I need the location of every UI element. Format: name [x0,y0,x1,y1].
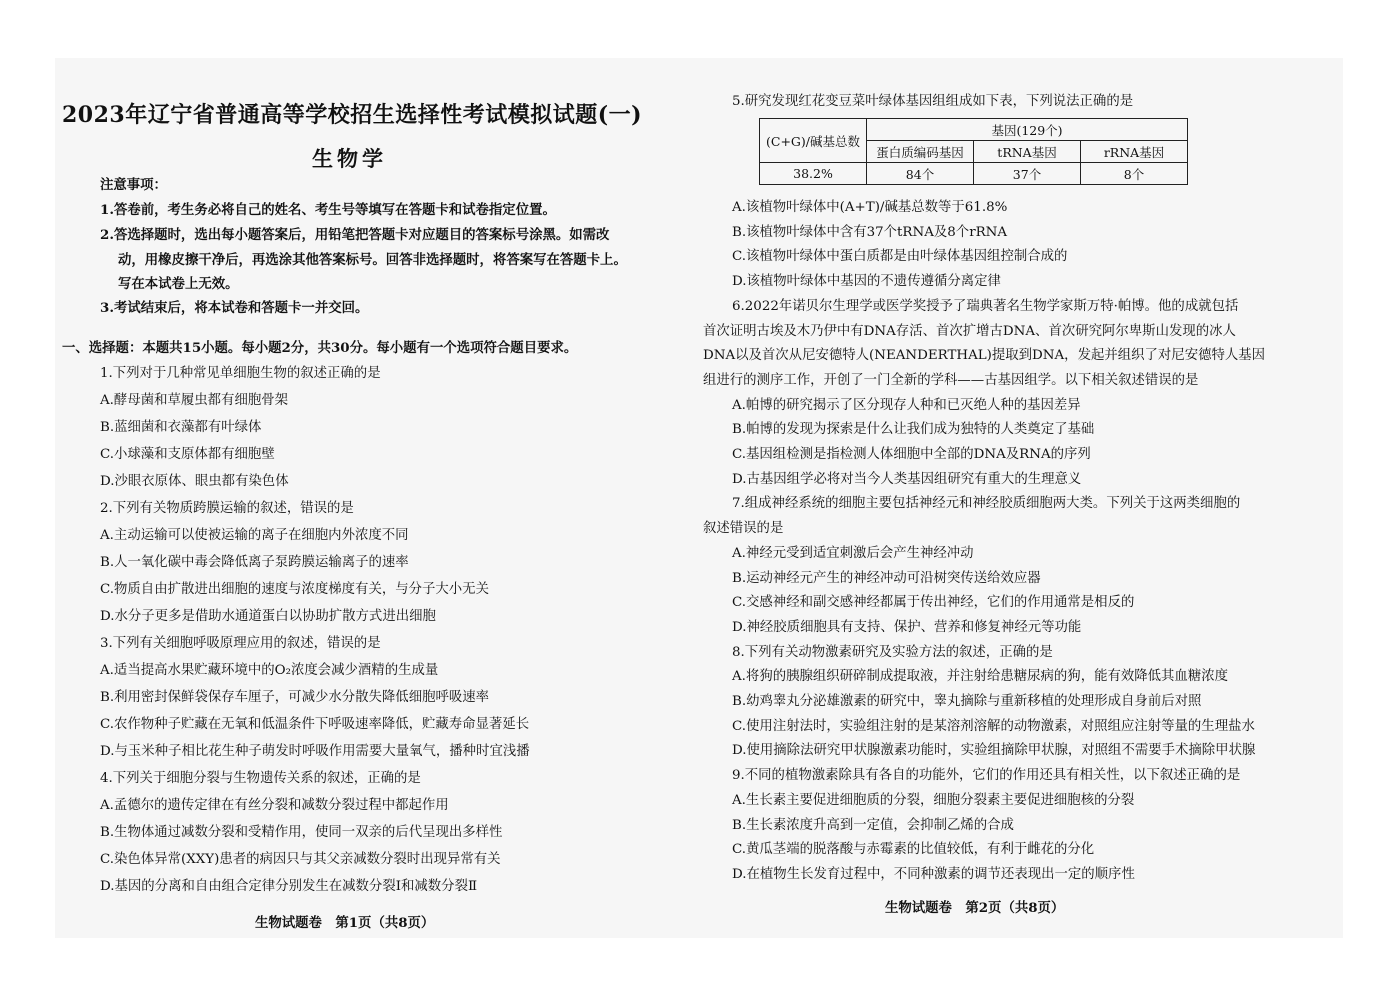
table-header-genes: 基因(129个) [867,119,1188,141]
right-text-line: B.帕博的发现为探索是什么让我们成为独特的人类奠定了基础 [732,422,1095,437]
left-text-line: 注意事项： [100,177,167,193]
table-cell-trna-genes: 37个 [974,163,1081,185]
right-text-line: B.运动神经元产生的神经冲动可沿树突传送给效应器 [732,571,1041,586]
right-text-line: C.基因组检测是指检测人体细胞中全部的DNA及RNA的序列 [732,447,1091,462]
question-5-stem: 5.研究发现红花变豆菜叶绿体基因组组成如下表，下列说法正确的是 [732,94,1134,109]
left-text-line: C.农作物种子贮藏在无氧和低温条件下呼吸速率降低，贮藏寿命显著延长 [100,717,530,732]
right-text-line: 7.组成神经系统的细胞主要包括神经元和神经胶质细胞两大类。下列关于这两类细胞的 [732,496,1241,511]
right-text-line: 6.2022年诺贝尔生理学或医学奖授予了瑞典著名生物学家斯万特·帕博。他的成就包括 [732,299,1239,314]
exam-title: 2023年辽宁省普通高等学校招生选择性考试模拟试题(一) [62,102,643,128]
right-text-line: C.该植物叶绿体中蛋白质都是由叶绿体基因组控制合成的 [732,249,1068,264]
left-text-line: 2.答选择题时，选出每小题答案后，用铅笔把答题卡对应题目的答案标号涂黑。如需改 [100,227,610,243]
right-text-line: B.幼鸡睾丸分泌雄激素的研究中，睾丸摘除与重新移植的处理形成自身前后对照 [732,694,1202,709]
table-cell-gc-ratio: 38.2% [760,163,867,185]
right-text-line: A.神经元受到适宜刺激后会产生神经冲动 [732,546,974,561]
left-text-line: B.利用密封保鲜袋保存车厘子，可减少水分散失降低细胞呼吸速率 [100,690,490,705]
right-text-line: DNA以及首次从尼安德特人(NEANDERTHAL)提取到DNA，发起并组织了对尼安德特人基因 [703,348,1266,363]
left-text-line: B.蓝细菌和衣藻都有叶绿体 [100,420,262,435]
table-header-rrna-genes: rRNA基因 [1081,141,1188,163]
left-text-line: 4.下列关于细胞分裂与生物遗传关系的叙述，正确的是 [100,771,421,786]
right-text-line: A.生长素主要促进细胞质的分裂，细胞分裂素主要促进细胞核的分裂 [732,793,1135,808]
right-text-line: 9.不同的植物激素除具有各自的功能外，它们的作用还具有相关性，以下叙述正确的是 [732,768,1241,783]
left-text-line: C.物质自由扩散进出细胞的速度与浓度梯度有关，与分子大小无关 [100,582,489,597]
right-text-line: A.该植物叶绿体中(A+T)/碱基总数等于61.8% [732,200,1008,215]
right-text-line: B.生长素浓度升高到一定值，会抑制乙烯的合成 [732,818,1014,833]
right-text-line: 8.下列有关动物激素研究及实验方法的叙述，正确的是 [732,645,1053,660]
right-text-line: D.该植物叶绿体中基因的不遗传遵循分离定律 [732,274,1001,289]
table-header-protein-genes: 蛋白质编码基因 [867,141,974,163]
left-text-line: 写在本试卷上无效。 [118,276,239,292]
right-text-line: 首次证明古埃及木乃伊中有DNA存活、首次扩增古DNA、首次研究阿尔卑斯山发现的冰人 [703,324,1236,339]
left-text-line: B.人一氧化碳中毒会降低离子泵跨膜运输离子的速率 [100,555,409,570]
right-text-line: B.该植物叶绿体中含有37个tRNA及8个rRNA [732,225,1008,240]
table-header-gc-ratio: (C+G)/碱基总数 [760,119,867,163]
left-text-line: A.主动运输可以使被运输的离子在细胞内外浓度不同 [100,528,409,543]
left-text-line: D.与玉米种子相比花生种子萌发时呼吸作用需要大量氧气，播种时宜浅播 [100,744,530,759]
left-text-line: 动，用橡皮擦干净后，再选涂其他答案标号。回答非选择题时，将答案写在答题卡上。 [118,252,627,268]
left-text-line: 3.考试结束后，将本试卷和答题卡一并交回。 [100,300,369,316]
left-text-line: D.水分子更多是借助水通道蛋白以协助扩散方式进出细胞 [100,609,436,624]
left-text-line: C.染色体异常(XXY)患者的病因只与其父亲减数分裂时出现异常有关 [100,852,501,867]
subject-title: 生物学 [312,146,387,171]
right-text-line: D.在植物生长发育过程中，不同种激素的调节还表现出一定的顺序性 [732,867,1135,882]
left-text-line: A.孟德尔的遗传定律在有丝分裂和减数分裂过程中都起作用 [100,798,449,813]
table-header-trna-genes: tRNA基因 [974,141,1081,163]
left-text-line: 2.下列有关物质跨膜运输的叙述，错误的是 [100,501,354,516]
right-text-line: A.帕博的研究揭示了区分现存人种和已灭绝人种的基因差异 [732,398,1081,413]
right-page-footer: 生物试题卷 第2页（共8页） [885,900,1065,916]
right-text-line: C.黄瓜茎端的脱落酸与赤霉素的比值较低，有利于雌花的分化 [732,842,1095,857]
gene-table [759,118,1188,185]
right-text-line: D.使用摘除法研究甲状腺激素功能时，实验组摘除甲状腺，对照组不需要手术摘除甲状腺 [732,743,1256,758]
left-text-line: A.酵母菌和草履虫都有细胞骨架 [100,393,289,408]
left-text-line: 1.下列对于几种常见单细胞生物的叙述正确的是 [100,366,381,381]
right-text-line: 组进行的测序工作，开创了一门全新的学科——古基因组学。以下相关叙述错误的是 [703,373,1199,388]
left-text-line: D.沙眼衣原体、眼虫都有染色体 [100,474,289,489]
table-cell-protein-genes: 84个 [867,163,974,185]
left-text-line: C.小球藻和支原体都有细胞壁 [100,447,275,462]
left-text-line: 3.下列有关细胞呼吸原理应用的叙述，错误的是 [100,636,381,651]
right-text-line: C.使用注射法时，实验组注射的是某溶剂溶解的动物激素，对照组应注射等量的生理盐水 [732,719,1255,734]
left-text-line: D.基因的分离和自由组合定律分别发生在减数分裂Ⅰ和减数分裂Ⅱ [100,879,478,894]
left-text-line: B.生物体通过减数分裂和受精作用，使同一双亲的后代呈现出多样性 [100,825,503,840]
right-text-line: D.神经胶质细胞具有支持、保护、营养和修复神经元等功能 [732,620,1082,635]
right-text-line: A.将狗的胰腺组织研碎制成提取液，并注射给患糖尿病的狗，能有效降低其血糖浓度 [732,669,1228,684]
table-cell-rrna-genes: 8个 [1081,163,1188,185]
left-text-line: A.适当提高水果贮藏环境中的O₂浓度会减少酒精的生成量 [100,663,439,678]
left-page-footer: 生物试题卷 第1页（共8页） [255,915,435,931]
left-text-line: 一、选择题：本题共15小题。每小题2分，共30分。每小题有一个选项符合题目要求。 [62,340,578,356]
right-text-line: C.交感神经和副交感神经都属于传出神经，它们的作用通常是相反的 [732,595,1135,610]
right-text-line: 叙述错误的是 [703,521,784,536]
right-text-line: D.古基因组学必将对当今人类基因组研究有重大的生理意义 [732,472,1082,487]
left-text-line: 1.答卷前，考生务必将自己的姓名、考生号等填写在答题卡和试卷指定位置。 [100,202,556,218]
